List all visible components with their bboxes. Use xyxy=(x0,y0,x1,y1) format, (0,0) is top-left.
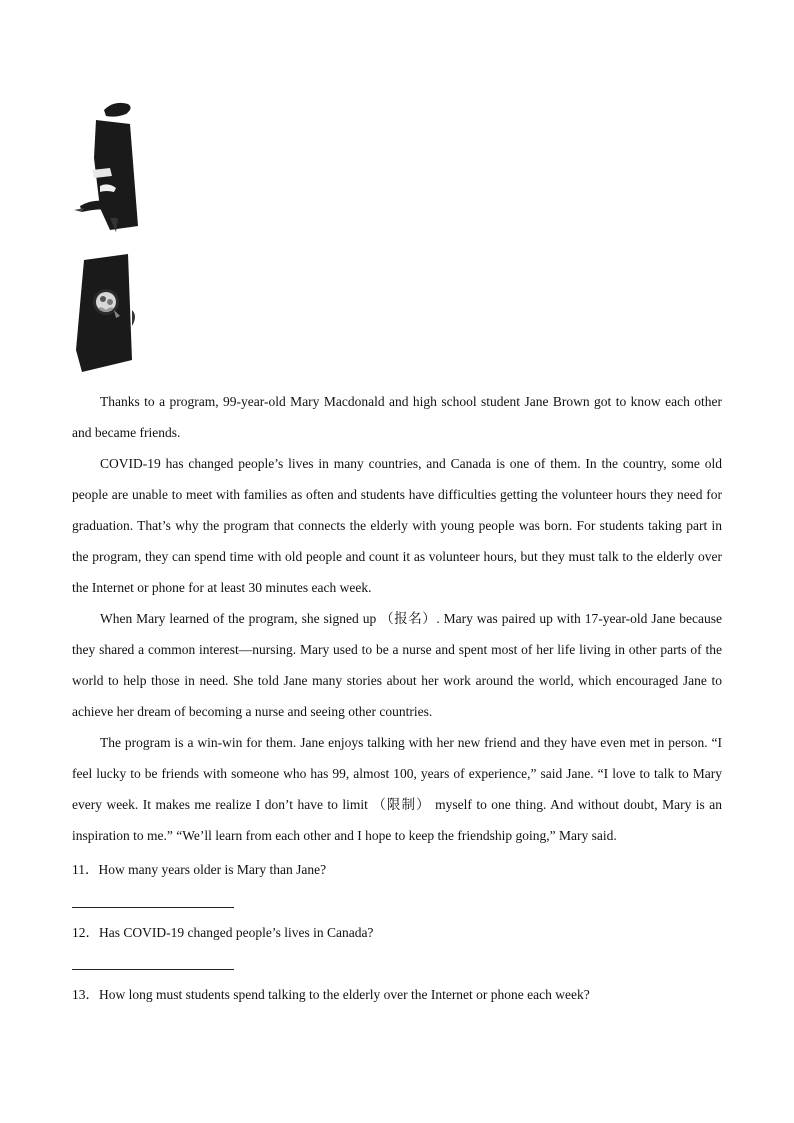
passage-paragraph-4: The program is a win-win for them. Jane enjoys talking with her new friend and they have even met in person. “I feel lucky to be friends with someone who has 99, almost 100, years of experience,” said Jane. “I love to talk to Mary every week. It makes me realize I don’t have to limit （限制） myself to one thing. And without doubt, Mary is an inspiration to me.” “We’ll learn from each other and I hope to keep the friendship going,” Mary said. xyxy=(72,735,722,843)
elderly-woman-photo xyxy=(70,98,150,238)
question-12 xyxy=(72,923,722,943)
question-11 xyxy=(72,860,722,880)
question-number: 11． xyxy=(72,862,99,877)
question-13 xyxy=(72,985,722,1005)
answer-line-12[interactable] xyxy=(72,969,234,970)
video-call-device-photo xyxy=(70,250,142,376)
question-text: Has COVID-19 changed people’s lives in Canada? xyxy=(99,925,374,940)
passage-paragraph-2: COVID-19 has changed people’s lives in many countries, and Canada is one of them. In the country, some old people are unable to meet with families as often and students have difficulties getting the volunteer hours they need for graduation. That’s why the program that connects the elderly with young people was born. For students taking part in the program, they can spend time with old people and count it as volunteer hours, but they must talk to the elderly over the Internet or phone for at least 30 minutes each week. xyxy=(72,456,722,595)
question-text: How long must students spend talking to the elderly over the Internet or phone each week? xyxy=(99,987,590,1002)
passage-paragraph-1: Thanks to a program, 99-year-old Mary Macdonald and high school student Jane Brown got to know each other and became friends. xyxy=(72,394,722,440)
passage-paragraph-3: When Mary learned of the program, she signed up （报名）. Mary was paired up with 17-year-old Jane because they shared a common interest—nursing. Mary used to be a nurse and spent most of her life living in other parts of the world to help those in need. She told Jane many stories about her work around the world, which encouraged Jane to achieve her dream of becoming a nurse and seeing other countries. xyxy=(72,611,722,719)
question-text: How many years older is Mary than Jane? xyxy=(98,862,327,877)
answer-line-11[interactable] xyxy=(72,907,234,908)
question-number: 13． xyxy=(72,987,99,1002)
reading-passage xyxy=(72,386,722,851)
question-number: 12． xyxy=(72,925,99,940)
